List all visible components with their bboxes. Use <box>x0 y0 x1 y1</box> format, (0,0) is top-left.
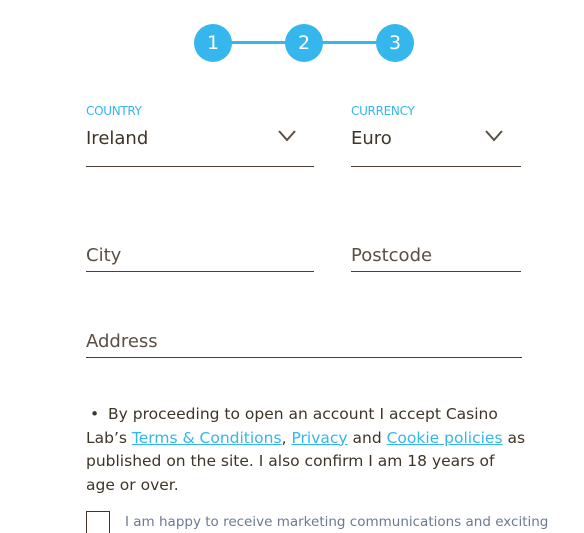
bullet: • <box>90 405 100 423</box>
stepper-connector <box>228 41 286 44</box>
marketing-consent-label[interactable]: I am happy to receive marketing communications and exciting <box>125 514 549 530</box>
currency-value: Euro <box>351 128 392 149</box>
terms-and: and <box>352 428 382 447</box>
privacy-link[interactable]: Privacy <box>291 428 348 447</box>
city-field <box>86 239 314 272</box>
stepper-connector <box>319 41 377 44</box>
terms-notice <box>86 403 526 497</box>
country-label: COUNTRY <box>86 104 142 118</box>
progress-stepper <box>194 24 416 62</box>
postcode-input[interactable] <box>351 239 521 272</box>
country-field <box>86 104 314 174</box>
marketing-checkbox[interactable] <box>86 511 110 533</box>
currency-select[interactable] <box>351 126 521 167</box>
step-2[interactable]: 2 <box>285 24 323 62</box>
terms-comma: , <box>281 428 287 447</box>
city-input[interactable] <box>86 239 314 272</box>
terms-intro: By proceeding to open an account I accept Casino Lab’s <box>86 405 498 447</box>
chevron-down-icon <box>485 130 503 142</box>
step-1[interactable]: 1 <box>194 24 232 62</box>
address-field <box>86 325 522 358</box>
cookie-policies-link[interactable]: Cookie policies <box>386 428 503 447</box>
currency-field <box>351 104 521 174</box>
address-input[interactable] <box>86 325 522 358</box>
currency-label: CURRENCY <box>351 104 415 118</box>
country-select[interactable] <box>86 126 314 167</box>
postcode-field <box>351 239 521 272</box>
terms-and-conditions-link[interactable]: Terms & Conditions <box>131 428 282 447</box>
step-3[interactable]: 3 <box>376 24 414 62</box>
chevron-down-icon <box>278 130 296 142</box>
terms-outro: as published on the site. I also confirm I am 18 years of age or over. <box>86 428 526 494</box>
country-value: Ireland <box>86 128 149 149</box>
